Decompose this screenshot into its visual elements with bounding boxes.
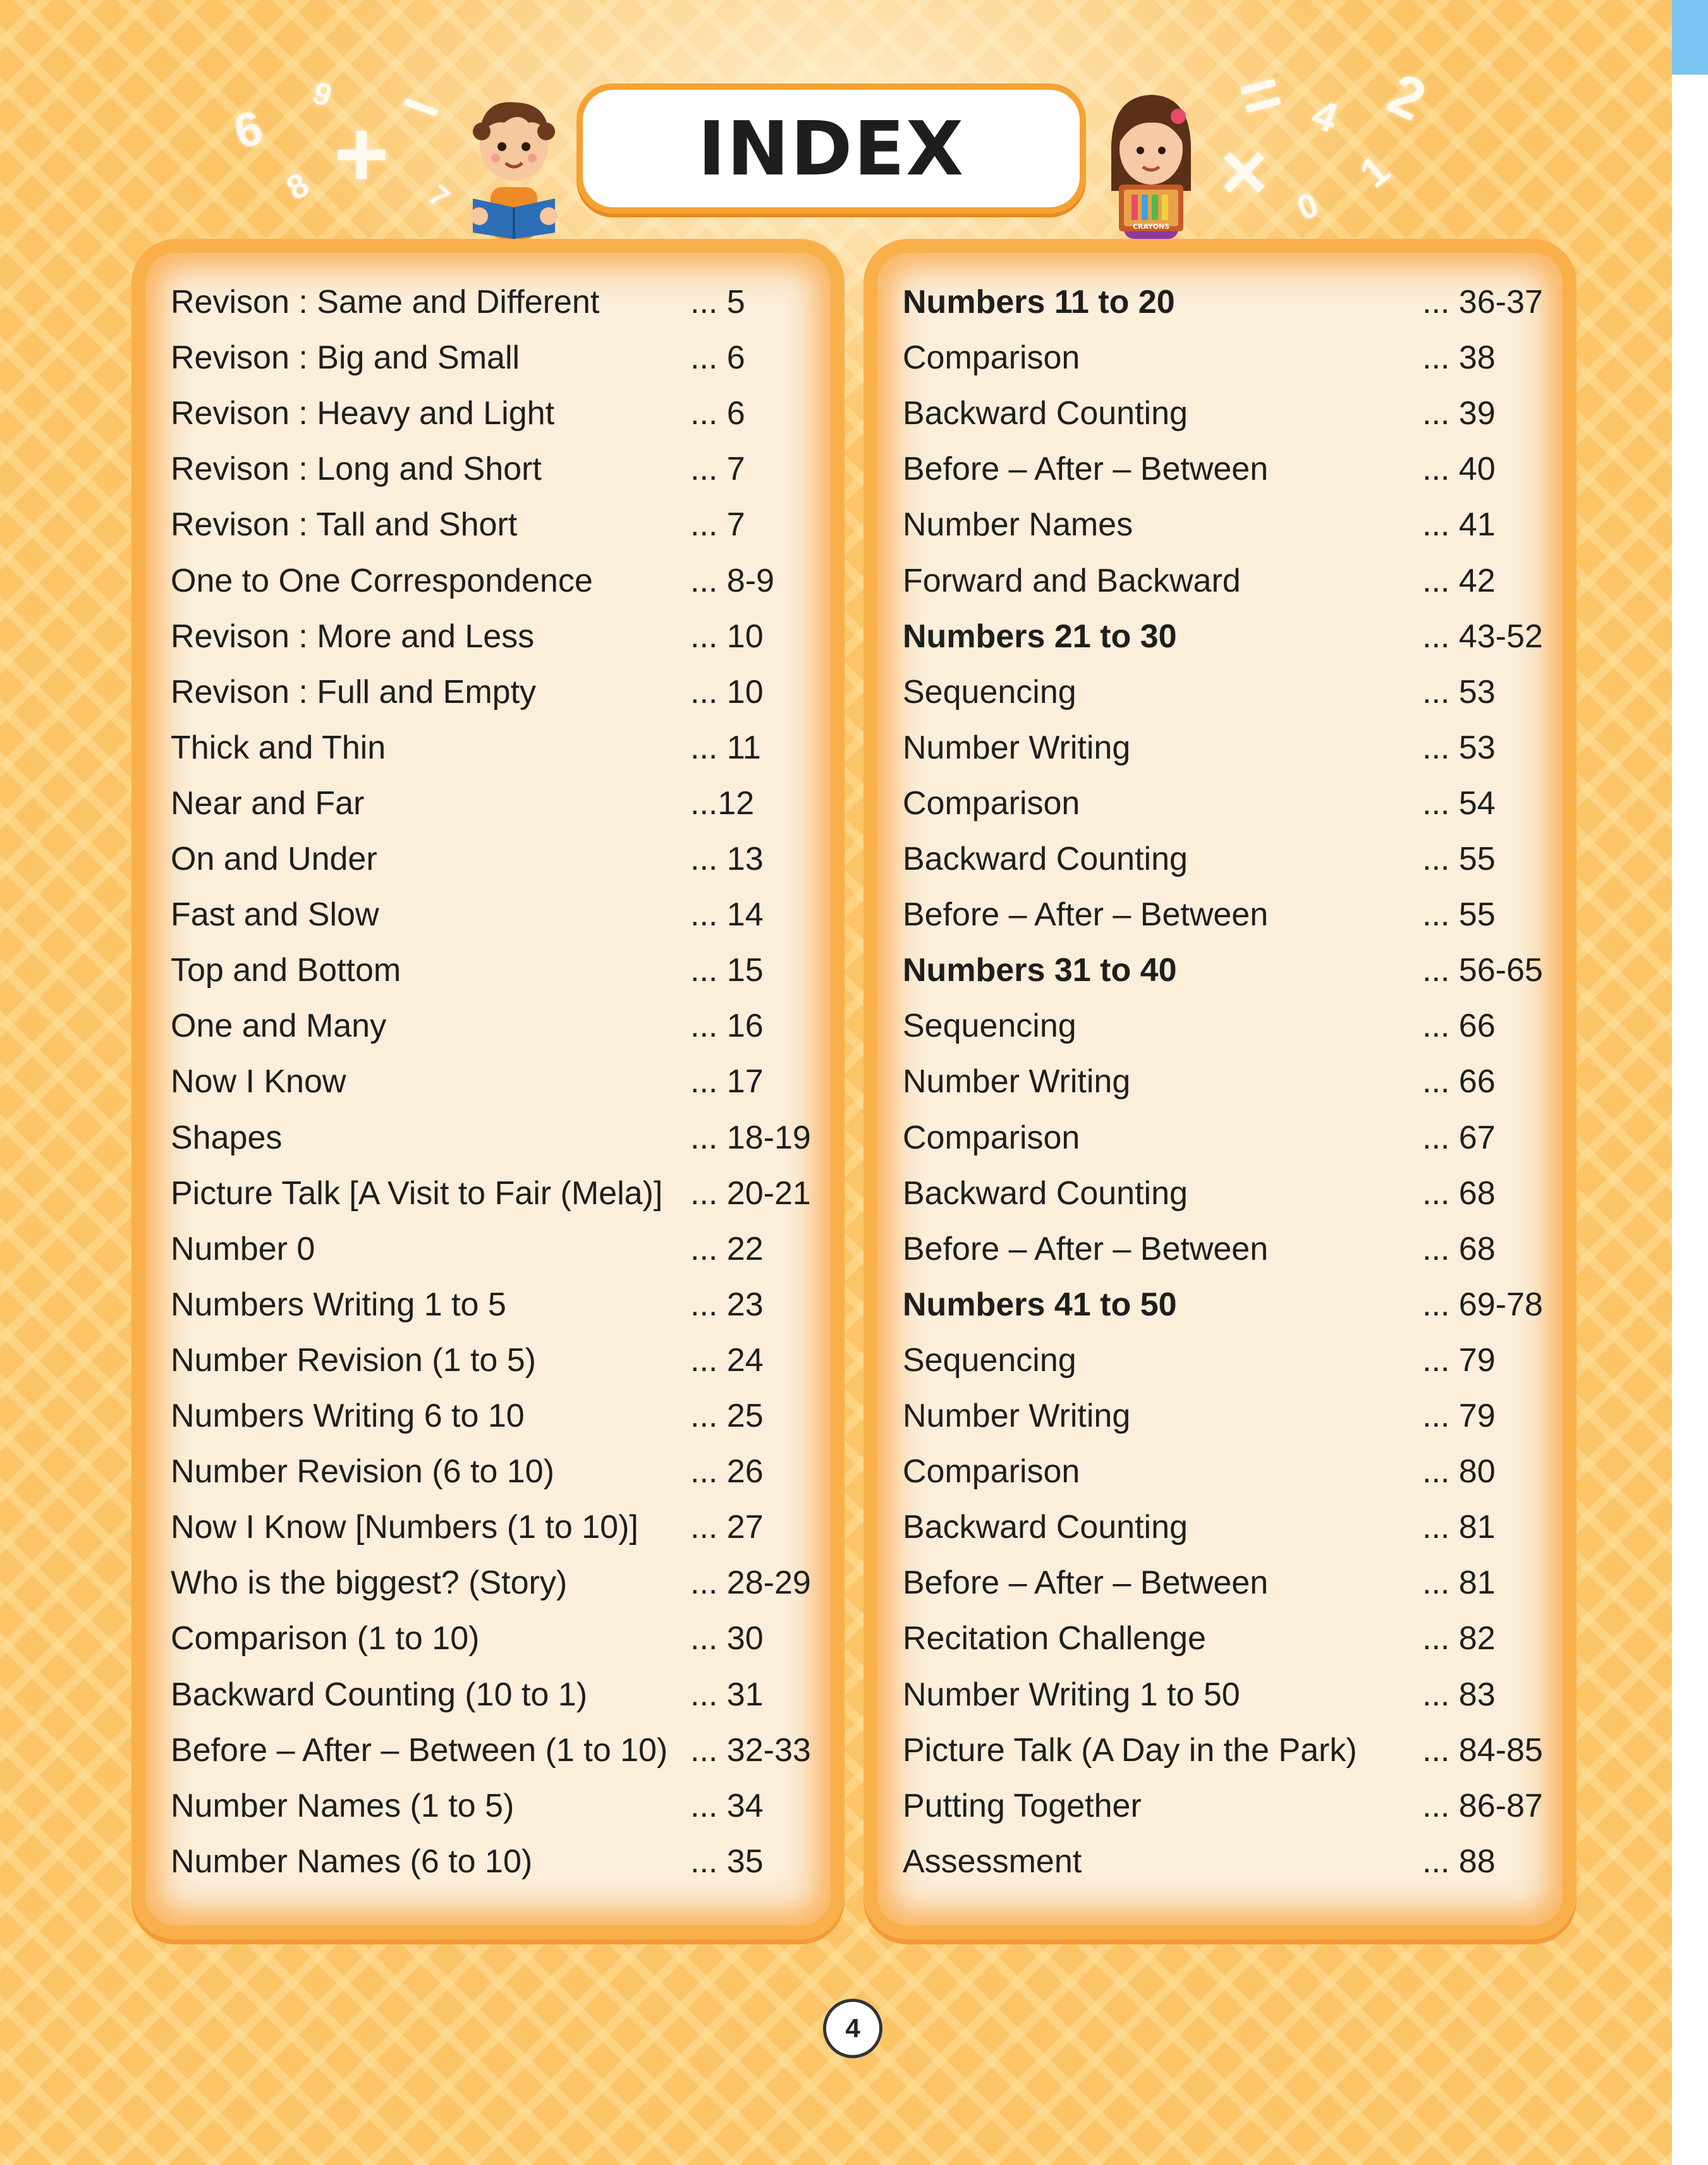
page-reference: ... 23 xyxy=(690,1286,764,1323)
page-reference: ... 79 xyxy=(1422,1342,1496,1379)
chapter-title: Picture Talk [A Visit to Fair (Mela)] xyxy=(171,1175,663,1212)
chapter-title: Numbers Writing 6 to 10 xyxy=(171,1398,525,1434)
chapter-title: Backward Counting xyxy=(903,1509,1188,1546)
chapter-title: One to One Correspondence xyxy=(171,563,593,599)
contents-row xyxy=(903,1279,1549,1330)
chapter-title: Before – After – Between xyxy=(903,1564,1269,1601)
chapter-title: Fast and Slow xyxy=(171,896,379,933)
page-number-badge xyxy=(823,1999,882,2058)
chapter-title: Number Names (1 to 5) xyxy=(171,1788,515,1824)
page-edge-strip xyxy=(1672,0,1708,2165)
chapter-title: Backward Counting xyxy=(903,395,1188,432)
section-heading: Numbers 11 to 20 xyxy=(903,284,1175,320)
page-reference: ... 7 xyxy=(690,451,745,487)
page-reference: ... 31 xyxy=(690,1676,764,1713)
page-reference: ... 80 xyxy=(1422,1453,1496,1490)
page-reference: ... 14 xyxy=(690,896,764,933)
contents-row xyxy=(171,1836,817,1887)
boy-reading-illustration xyxy=(460,92,568,239)
page-reference: ... 10 xyxy=(690,674,764,710)
contents-row xyxy=(903,499,1549,550)
girl-with-book-illustration xyxy=(1101,83,1201,239)
page-reference: ... 82 xyxy=(1422,1620,1496,1657)
chapter-title: Revison : Big and Small xyxy=(171,339,520,376)
page-reference: ... 18-19 xyxy=(690,1119,811,1156)
contents-row xyxy=(171,1502,817,1552)
chapter-title: Before – After – Between xyxy=(903,451,1269,487)
contents-row xyxy=(903,1781,1549,1831)
contents-row xyxy=(903,1391,1549,1441)
chapter-title: Putting Together xyxy=(903,1788,1142,1824)
page-reference: ... 84-85 xyxy=(1422,1732,1543,1769)
contents-row xyxy=(171,834,817,884)
page-reference: ... 66 xyxy=(1422,1063,1496,1100)
chapter-title: Who is the biggest? (Story) xyxy=(171,1564,568,1601)
chapter-title: On and Under xyxy=(171,841,377,877)
deco-digit-7: 7 xyxy=(421,178,456,216)
page-number: 4 xyxy=(845,2013,860,2043)
page-reference: ... 67 xyxy=(1422,1119,1496,1156)
chapter-title: Shapes xyxy=(171,1119,283,1156)
page-reference: ... 20-21 xyxy=(690,1175,811,1212)
page-reference: ... 32-33 xyxy=(690,1732,811,1769)
page-reference: ... 88 xyxy=(1422,1843,1496,1880)
page-reference: ... 69-78 xyxy=(1422,1286,1543,1323)
chapter-title: Before – After – Between xyxy=(903,1231,1269,1267)
page-reference: ... 68 xyxy=(1422,1231,1496,1267)
chapter-title: Revison : Tall and Short xyxy=(171,506,518,543)
section-heading: Numbers 41 to 50 xyxy=(903,1286,1177,1323)
page-reference: ... 39 xyxy=(1422,395,1496,432)
page-reference: ... 6 xyxy=(690,395,745,432)
page-reference: ... 5 xyxy=(690,284,745,320)
page-reference: ...12 xyxy=(690,785,755,822)
contents-row xyxy=(903,945,1549,996)
chapter-title: Revison : Full and Empty xyxy=(171,674,537,710)
contents-row xyxy=(171,444,817,494)
chapter-title: Before – After – Between (1 to 10) xyxy=(171,1732,668,1769)
contents-row xyxy=(903,778,1549,829)
chapter-title: Number Writing 1 to 50 xyxy=(903,1676,1240,1713)
chapter-title: Revison : Same and Different xyxy=(171,284,600,320)
page-reference: ... 10 xyxy=(690,618,764,655)
page-reference: ... 56-65 xyxy=(1422,952,1543,989)
chapter-title: Revison : Heavy and Light xyxy=(171,395,555,432)
contents-row xyxy=(903,332,1549,383)
page-reference: ... 22 xyxy=(690,1231,764,1267)
chapter-title: Sequencing xyxy=(903,674,1077,710)
page-reference: ... 40 xyxy=(1422,451,1496,487)
page-edge-tab xyxy=(1672,0,1708,75)
contents-row xyxy=(171,723,817,773)
deco-digit-8: 8 xyxy=(280,165,316,208)
contents-row xyxy=(903,1502,1549,1552)
book-cover-label: CRAYONS xyxy=(1132,223,1170,231)
contents-row xyxy=(171,1391,817,1441)
contents-row xyxy=(903,1613,1549,1664)
index-title-box xyxy=(576,83,1086,214)
contents-row xyxy=(903,1001,1549,1051)
page-reference: ... 53 xyxy=(1422,729,1496,766)
page-reference: ... 66 xyxy=(1422,1008,1496,1044)
page-reference: ... 86-87 xyxy=(1422,1788,1543,1824)
contents-row xyxy=(171,611,817,662)
contents-row xyxy=(171,1335,817,1386)
chapter-title: Now I Know xyxy=(171,1063,346,1100)
chapter-title: Near and Far xyxy=(171,785,365,822)
chapter-title: Number Writing xyxy=(903,1398,1131,1434)
chapter-title: Thick and Thin xyxy=(171,729,386,766)
page-reference: ... 68 xyxy=(1422,1175,1496,1212)
chapter-title: Number Names (6 to 10) xyxy=(171,1843,533,1880)
chapter-title: Backward Counting xyxy=(903,1175,1188,1212)
page-reference: ... 27 xyxy=(690,1509,764,1546)
page-reference: ... 41 xyxy=(1422,506,1496,543)
page-reference: ... 55 xyxy=(1422,841,1496,877)
page-reference: ... 53 xyxy=(1422,674,1496,710)
contents-row xyxy=(903,723,1549,773)
contents-row xyxy=(171,277,817,327)
contents-row xyxy=(171,889,817,940)
chapter-title: Revison : Long and Short xyxy=(171,451,542,487)
deco-digit-4: 4 xyxy=(1306,89,1345,142)
contents-row xyxy=(171,1168,817,1219)
chapter-title: Assessment xyxy=(903,1843,1082,1880)
deco-equals-sign: = xyxy=(1231,52,1290,138)
page-reference: ... 8-9 xyxy=(690,563,774,599)
section-heading: Numbers 31 to 40 xyxy=(903,952,1177,989)
contents-row xyxy=(171,1446,817,1497)
chapter-title: Backward Counting (10 to 1) xyxy=(171,1676,588,1713)
chapter-title: Sequencing xyxy=(903,1008,1077,1044)
page-reference: ... 11 xyxy=(690,729,761,766)
contents-row xyxy=(171,1056,817,1107)
deco-digit-2: 2 xyxy=(1378,61,1436,134)
page-reference: ... 55 xyxy=(1422,896,1496,933)
contents-row xyxy=(903,1168,1549,1219)
chapter-title: Comparison xyxy=(903,339,1080,376)
contents-row xyxy=(171,1781,817,1831)
page-reference: ... 38 xyxy=(1422,339,1496,376)
chapter-title: One and Many xyxy=(171,1008,387,1044)
page-reference: ... 25 xyxy=(690,1398,764,1434)
chapter-title: Revison : More and Less xyxy=(171,618,535,655)
chapter-title: Comparison xyxy=(903,1453,1080,1490)
chapter-title: Number Revision (1 to 5) xyxy=(171,1342,536,1379)
contents-row xyxy=(171,1613,817,1664)
page-reference: ... 36-37 xyxy=(1422,284,1543,320)
chapter-title: Number Writing xyxy=(903,1063,1131,1100)
chapter-title: Number Writing xyxy=(903,729,1131,766)
contents-row xyxy=(903,388,1549,439)
chapter-title: Picture Talk (A Day in the Park) xyxy=(903,1732,1357,1769)
page-reference: ... 83 xyxy=(1422,1676,1496,1713)
page-reference: ... 24 xyxy=(690,1342,764,1379)
chapter-title: Now I Know [Numbers (1 to 10)] xyxy=(171,1509,638,1546)
chapter-title: Number Names xyxy=(903,506,1133,543)
contents-row xyxy=(903,277,1549,327)
contents-row xyxy=(903,1836,1549,1887)
deco-times-sign: × xyxy=(1220,125,1268,217)
contents-row xyxy=(171,1001,817,1051)
contents-row xyxy=(171,1725,817,1776)
contents-row xyxy=(903,1113,1549,1163)
contents-row xyxy=(903,834,1549,884)
chapter-title: Forward and Backward xyxy=(903,563,1241,599)
contents-row xyxy=(903,1558,1549,1608)
chapter-title: Comparison (1 to 10) xyxy=(171,1620,480,1657)
chapter-title: Top and Bottom xyxy=(171,952,401,989)
page-reference: ... 7 xyxy=(690,506,745,543)
contents-row xyxy=(903,556,1549,606)
page-reference: ... 42 xyxy=(1422,563,1496,599)
page-reference: ... 35 xyxy=(690,1843,764,1880)
contents-row xyxy=(171,1224,817,1274)
contents-row xyxy=(171,1279,817,1330)
contents-row xyxy=(171,945,817,996)
deco-digit-9: 9 xyxy=(308,74,337,114)
chapter-title: Backward Counting xyxy=(903,841,1188,877)
contents-row xyxy=(903,1335,1549,1386)
page-reference: ... 13 xyxy=(690,841,764,877)
contents-row xyxy=(171,388,817,439)
page-reference: ... 28-29 xyxy=(690,1564,811,1601)
page-reference: ... 43-52 xyxy=(1422,618,1543,655)
page-reference: ... 16 xyxy=(690,1008,764,1044)
contents-row xyxy=(171,1558,817,1608)
page-reference: ... 81 xyxy=(1422,1509,1496,1546)
page-reference: ... 79 xyxy=(1422,1398,1496,1434)
chapter-title: Comparison xyxy=(903,1119,1080,1156)
section-heading: Numbers 21 to 30 xyxy=(903,618,1177,655)
contents-row xyxy=(903,1224,1549,1274)
page-title: INDEX xyxy=(697,105,965,192)
contents-row xyxy=(171,332,817,383)
deco-digit-0: 0 xyxy=(1292,185,1324,228)
chapter-title: Sequencing xyxy=(903,1342,1077,1379)
chapter-title: Numbers Writing 1 to 5 xyxy=(171,1286,506,1323)
contents-row xyxy=(171,667,817,717)
contents-row xyxy=(903,444,1549,494)
deco-minus-sign: – xyxy=(391,59,454,146)
page-reference: ... 81 xyxy=(1422,1564,1496,1601)
chapter-title: Number Revision (6 to 10) xyxy=(171,1453,554,1490)
deco-digit-6: 6 xyxy=(228,100,269,160)
deco-plus-sign: + xyxy=(334,101,389,207)
contents-row xyxy=(171,1113,817,1163)
page-reference: ... 34 xyxy=(690,1788,764,1824)
contents-row xyxy=(171,1669,817,1720)
page-reference: ... 6 xyxy=(690,339,745,376)
page-reference: ... 15 xyxy=(690,952,764,989)
contents-row xyxy=(903,889,1549,940)
chapter-title: Before – After – Between xyxy=(903,896,1269,933)
page-reference: ... 54 xyxy=(1422,785,1496,822)
contents-row xyxy=(171,778,817,829)
page-reference: ... 30 xyxy=(690,1620,764,1657)
page-reference: ... 26 xyxy=(690,1453,764,1490)
contents-row xyxy=(903,1669,1549,1720)
contents-row xyxy=(903,667,1549,717)
chapter-title: Comparison xyxy=(903,785,1080,822)
deco-digit-1: 1 xyxy=(1350,145,1399,197)
contents-row xyxy=(171,499,817,550)
contents-row xyxy=(903,1446,1549,1497)
contents-row xyxy=(903,1056,1549,1107)
chapter-title: Number 0 xyxy=(171,1231,315,1267)
contents-row xyxy=(903,611,1549,662)
page-reference: ... 17 xyxy=(690,1063,764,1100)
contents-row xyxy=(171,556,817,606)
contents-row xyxy=(903,1725,1549,1776)
chapter-title: Recitation Challenge xyxy=(903,1620,1206,1657)
